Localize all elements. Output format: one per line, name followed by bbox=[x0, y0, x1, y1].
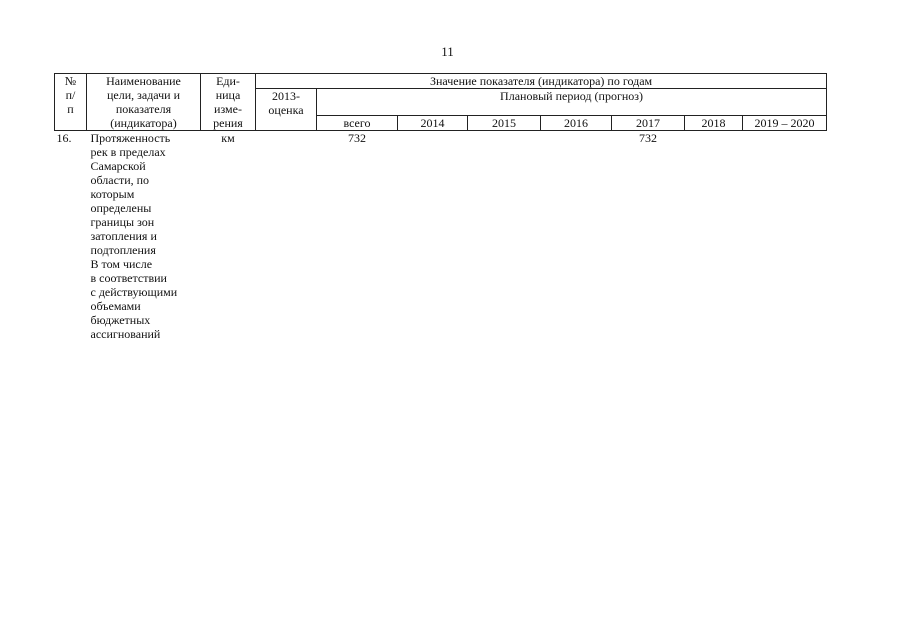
col-header-planned-period: Плановый период (прогноз) bbox=[317, 89, 827, 116]
col-header-year-2016: 2016 bbox=[541, 116, 612, 131]
row-value-2018 bbox=[685, 131, 743, 342]
row-indicator-name bbox=[87, 131, 201, 342]
indicator-name-line: Самарской bbox=[90, 159, 146, 173]
indicator-name-line: области, по bbox=[90, 173, 150, 187]
indicator-name-line: рек в пределах bbox=[90, 145, 166, 159]
page-number: 11 bbox=[441, 44, 454, 59]
col-header-year-2018: 2018 bbox=[685, 116, 743, 131]
row-number: 16. bbox=[56, 131, 72, 145]
indicator-name-line: которым bbox=[90, 187, 135, 201]
row-value-2017: 732 bbox=[639, 131, 657, 145]
indicator-name-line: с действующими bbox=[90, 285, 178, 299]
indicator-name-line: определены bbox=[90, 201, 152, 215]
row-unit: км bbox=[221, 131, 235, 145]
row-value-2016 bbox=[541, 131, 612, 342]
col-header-number: № п/ п bbox=[55, 74, 87, 131]
col-header-year-2014: 2014 bbox=[398, 116, 468, 131]
indicator-name-line: ассигнований bbox=[90, 327, 161, 341]
col-header-estimate-2013: 2013- оценка bbox=[256, 89, 317, 131]
row-total: 732 bbox=[348, 131, 366, 145]
indicator-name-line: В том числе bbox=[90, 257, 153, 271]
col-header-year-2017: 2017 bbox=[612, 116, 685, 131]
indicator-name-line: бюджетных bbox=[90, 313, 151, 327]
indicator-name-line: подтопления bbox=[90, 243, 156, 257]
indicator-name-line: объемами bbox=[90, 299, 141, 313]
table-row bbox=[55, 131, 827, 342]
col-header-year-2015: 2015 bbox=[468, 116, 541, 131]
col-header-values-by-year: Значение показателя (индикатора) по годам bbox=[256, 74, 827, 89]
indicator-name-line: границы зон bbox=[90, 215, 155, 229]
row-estimate-2013 bbox=[256, 131, 317, 342]
row-value-2015 bbox=[468, 131, 541, 342]
col-header-name: Наименование цели, задачи и показателя (индикатора) bbox=[87, 74, 201, 131]
indicator-name-line: в соответствии bbox=[90, 271, 167, 285]
col-header-unit: Еди- ница изме- рения bbox=[201, 74, 256, 131]
row-value-2014 bbox=[398, 131, 468, 342]
indicator-name-line: затопления и bbox=[90, 229, 157, 243]
col-header-year-2019-2020: 2019 – 2020 bbox=[743, 116, 827, 131]
indicator-name-line: Протяженность bbox=[90, 131, 171, 145]
col-header-total: всего bbox=[317, 116, 398, 131]
indicators-table bbox=[54, 73, 827, 341]
row-value-2019-2020 bbox=[743, 131, 827, 342]
